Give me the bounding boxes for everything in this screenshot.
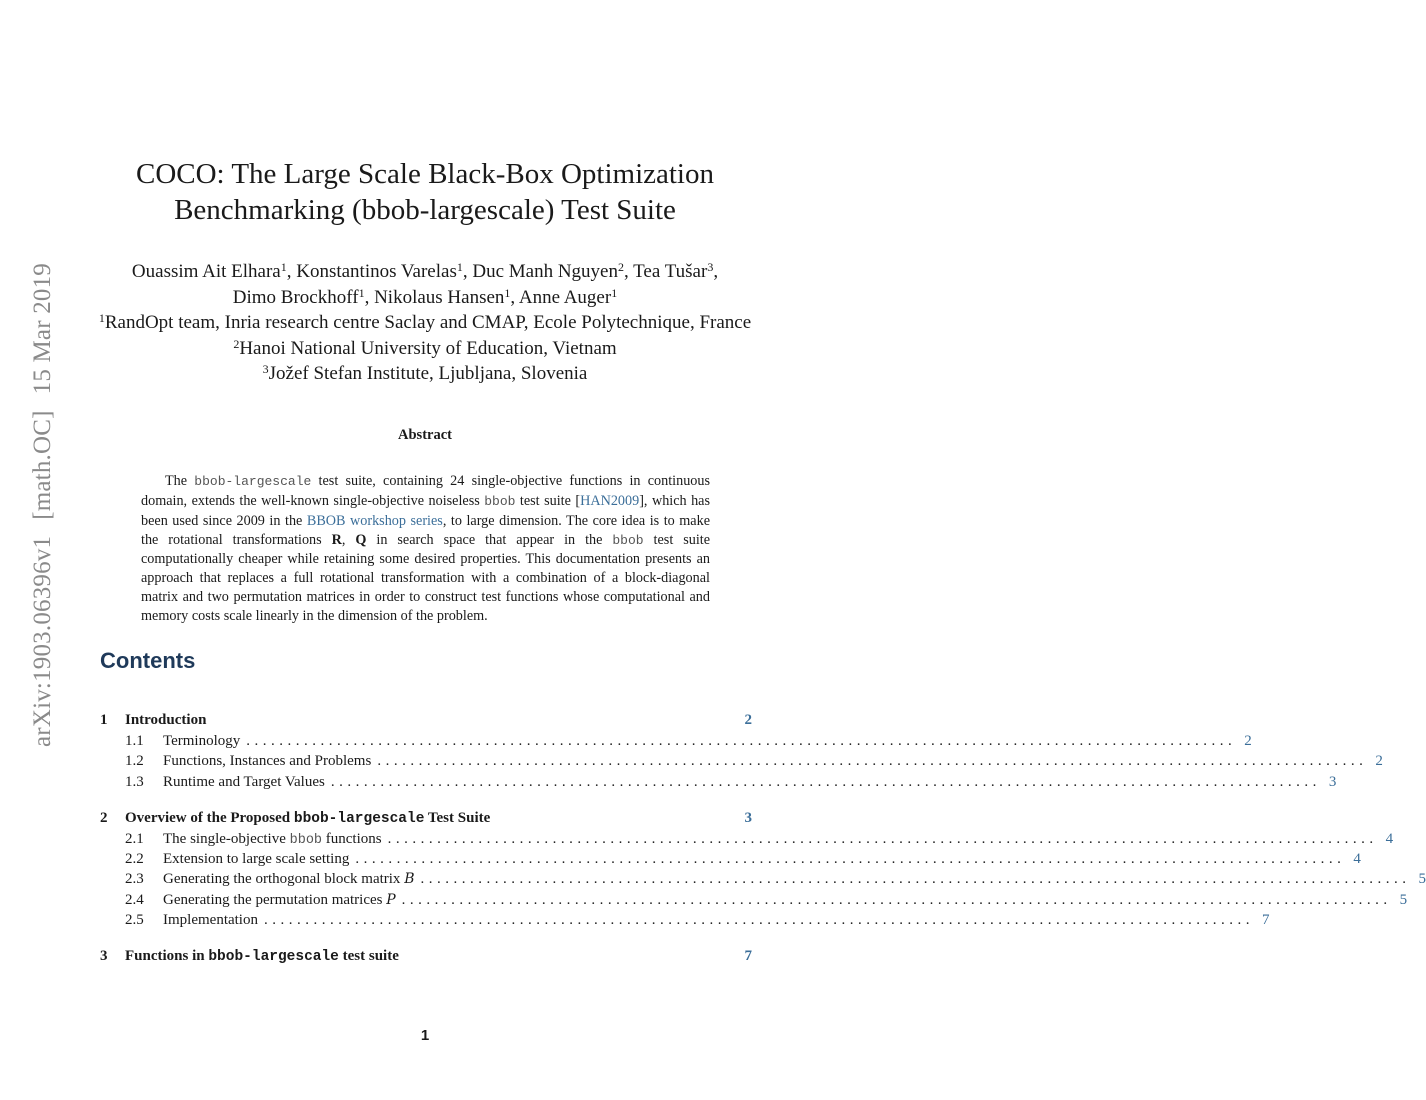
toc-leader-dots: ........................................................................................................................ [263, 912, 1254, 929]
toc-subsection-label: Runtime and Target Values [163, 773, 325, 790]
toc-subsection-label: Generating the orthogonal block matrix B [163, 871, 415, 888]
toc-subsection-number: 1.1 [125, 733, 144, 749]
code-bbob-largescale: bbob-largescale [194, 474, 312, 490]
code-bbob: bbob [289, 832, 323, 848]
author-affiliation-mark: 1 [611, 285, 618, 300]
table-of-contents [100, 710, 1426, 967]
toc-leader-dots: ........................................................................................................................ [330, 773, 1321, 790]
toc-section-label: Overview of the Proposed bbob-largescale Test Suite [125, 809, 491, 827]
toc-page-link[interactable]: 3 [744, 809, 752, 826]
page-number: 1 [420, 1027, 430, 1044]
toc-subsection-number: 2.1 [125, 830, 144, 847]
toc-subsection-2-3[interactable] [100, 869, 1426, 889]
toc-page-link[interactable]: 4 [1353, 851, 1361, 868]
toc-section-number: 3 [100, 948, 108, 965]
toc-leader-dots: ........................................................................................................................ [377, 753, 1368, 770]
affiliation-line [60, 336, 790, 362]
author-name: Ouassim Ait Elhara [131, 261, 281, 282]
code-bbob-largescale: bbob-largescale [293, 810, 425, 827]
toc-subsection-label: Extension to large scale setting [163, 851, 350, 868]
toc-leader-dots: ........................................................................................................................ [387, 830, 1378, 847]
author-affiliation-mark: 1 [456, 260, 463, 274]
affiliation-mark: 3 [262, 362, 269, 376]
toc-subsection-number: 2.3 [125, 871, 144, 888]
abstract-text: The bbob-largescale test suite, containing 24 single-objective functions in continuous domain, extends the well-known single-objective noiseless bbob test suite [HAN2009], which has been used since 2009 in the BBOB workshop series, to large dimension. The core idea is to make the rotational transformations R, Q in search space that appear in the bbob test suite computationally cheaper while retaining some desired properties. This documentation presents an approach that replaces a full rotational transformation with a combination of a block-diagonal matrix and two permutation matrices in order to construct test functions whose computational and memory costs scale linearly in the dimension of the problem. [141, 473, 711, 624]
toc-section-number: 1 [100, 712, 108, 728]
code-bbob: bbob [484, 493, 516, 509]
affiliation-line [60, 310, 790, 336]
toc-subsection-1-1[interactable] [100, 731, 1252, 751]
toc-subsection-number: 1.3 [125, 773, 144, 790]
author-name: Nikolaus Hansen [374, 286, 505, 308]
toc-section-1[interactable] [100, 710, 752, 731]
affiliation-text: Hanoi National University of Education, Vietnam [239, 337, 617, 359]
toc-section-label: Functions in bbob-largescale test suite [125, 948, 399, 966]
math-R: R [331, 531, 342, 548]
toc-leader-dots: ........................................................................................................................ [246, 733, 1237, 749]
affiliation-mark: 2 [233, 336, 240, 351]
toc-subsection-label: Implementation [163, 912, 258, 929]
toc-subsection-label: The single-objective bbob functions [163, 830, 382, 848]
affiliation-line [60, 361, 790, 387]
toc-page-link[interactable]: 2 [1244, 733, 1252, 749]
author-name: Tea Tušar [633, 261, 708, 282]
toc-subsection-number: 1.2 [125, 753, 144, 770]
arxiv-date: 15 Mar 2019 [29, 263, 56, 395]
toc-page-link[interactable]: 5 [1399, 891, 1408, 908]
toc-page-link[interactable]: 2 [1375, 753, 1383, 770]
affiliation-mark: 1 [98, 311, 105, 325]
author-affiliation-mark: 2 [617, 260, 624, 274]
toc-leader-dots: ........................................................................................................................ [420, 871, 1411, 888]
toc-subsection-label: Terminology [163, 733, 241, 749]
toc-page-link[interactable]: 3 [1328, 773, 1337, 790]
toc-subsection-2-2[interactable] [100, 849, 1361, 869]
author-name: Duc Manh Nguyen [472, 261, 618, 282]
author-name: Dimo Brockhoff [232, 286, 359, 308]
toc-subsection-1-3[interactable] [100, 772, 1337, 792]
arxiv-category: [math.OC] [29, 410, 56, 520]
author-affiliation-mark: 1 [280, 260, 287, 274]
bbob-workshop-link[interactable]: BBOB workshop series [306, 512, 443, 529]
affiliation-text: Jožef Stefan Institute, Ljubljana, Slovenia [268, 363, 588, 384]
toc-page-link[interactable]: 5 [1418, 871, 1426, 888]
author-line-1: Ouassim Ait Elhara$^1$, Konstantinos Varelas$^1$, Duc Manh Nguyen$^2$, Tea Tušar$^3$, [131, 260, 719, 282]
toc-section-number: 2 [100, 809, 108, 826]
toc-page-link[interactable]: 2 [744, 712, 752, 728]
code-bbob: bbob [612, 532, 644, 548]
author-name: Anne Auger [518, 286, 612, 308]
contents-heading: Contents [100, 648, 196, 673]
toc-section-label: Introduction [125, 712, 207, 728]
author-affiliation-mark: 1 [358, 285, 365, 300]
paper-title [60, 156, 790, 228]
toc-subsection-1-2[interactable] [100, 751, 1383, 771]
author-affiliation-mark: 3 [707, 260, 714, 274]
toc-subsection-2-4[interactable] [100, 890, 1408, 910]
math-B: B [404, 871, 415, 888]
toc-section-2[interactable] [100, 808, 752, 829]
toc-page-link[interactable]: 4 [1385, 830, 1394, 847]
author-affiliation-mark: 1 [504, 285, 511, 300]
arxiv-side-stamp [29, 263, 57, 747]
title-line-2: Benchmarking (bbob-largescale) Test Suite [174, 194, 676, 226]
toc-leader-dots: ........................................................................................................................ [401, 891, 1392, 908]
toc-subsection-label: Generating the permutation matrices P [163, 891, 396, 908]
author-name: Konstantinos Varelas [296, 261, 457, 282]
code-bbob-largescale: bbob-largescale [208, 949, 339, 966]
citation-link[interactable]: HAN2009 [580, 492, 640, 509]
math-Q: Q [355, 531, 367, 548]
toc-subsection-number: 2.2 [125, 851, 144, 868]
toc-subsection-2-5[interactable] [100, 910, 1270, 930]
toc-page-link[interactable]: 7 [744, 948, 752, 965]
toc-subsection-2-1[interactable] [100, 829, 1394, 849]
math-P: P [386, 891, 396, 908]
author-block [60, 259, 790, 387]
title-line-1: COCO: The Large Scale Black-Box Optimization [135, 158, 714, 190]
toc-subsection-number: 2.5 [125, 912, 144, 929]
toc-subsection-label: Functions, Instances and Problems [163, 753, 372, 770]
arxiv-id: arXiv:1903.06396v1 [29, 535, 56, 747]
affiliation-text: RandOpt team, Inria research centre Saclay and CMAP, Ecole Polytechnique, France [104, 312, 752, 333]
toc-section-3[interactable] [100, 946, 752, 967]
author-line-2: Dimo Brockhoff$^1$, Nikolaus Hansen$^1$, Anne Auger$^1$ [232, 285, 618, 308]
toc-subsection-number: 2.4 [125, 891, 144, 908]
toc-leader-dots: ........................................................................................................................ [355, 851, 1346, 868]
abstract-heading: Abstract [398, 427, 452, 443]
toc-page-link[interactable]: 7 [1261, 912, 1270, 929]
